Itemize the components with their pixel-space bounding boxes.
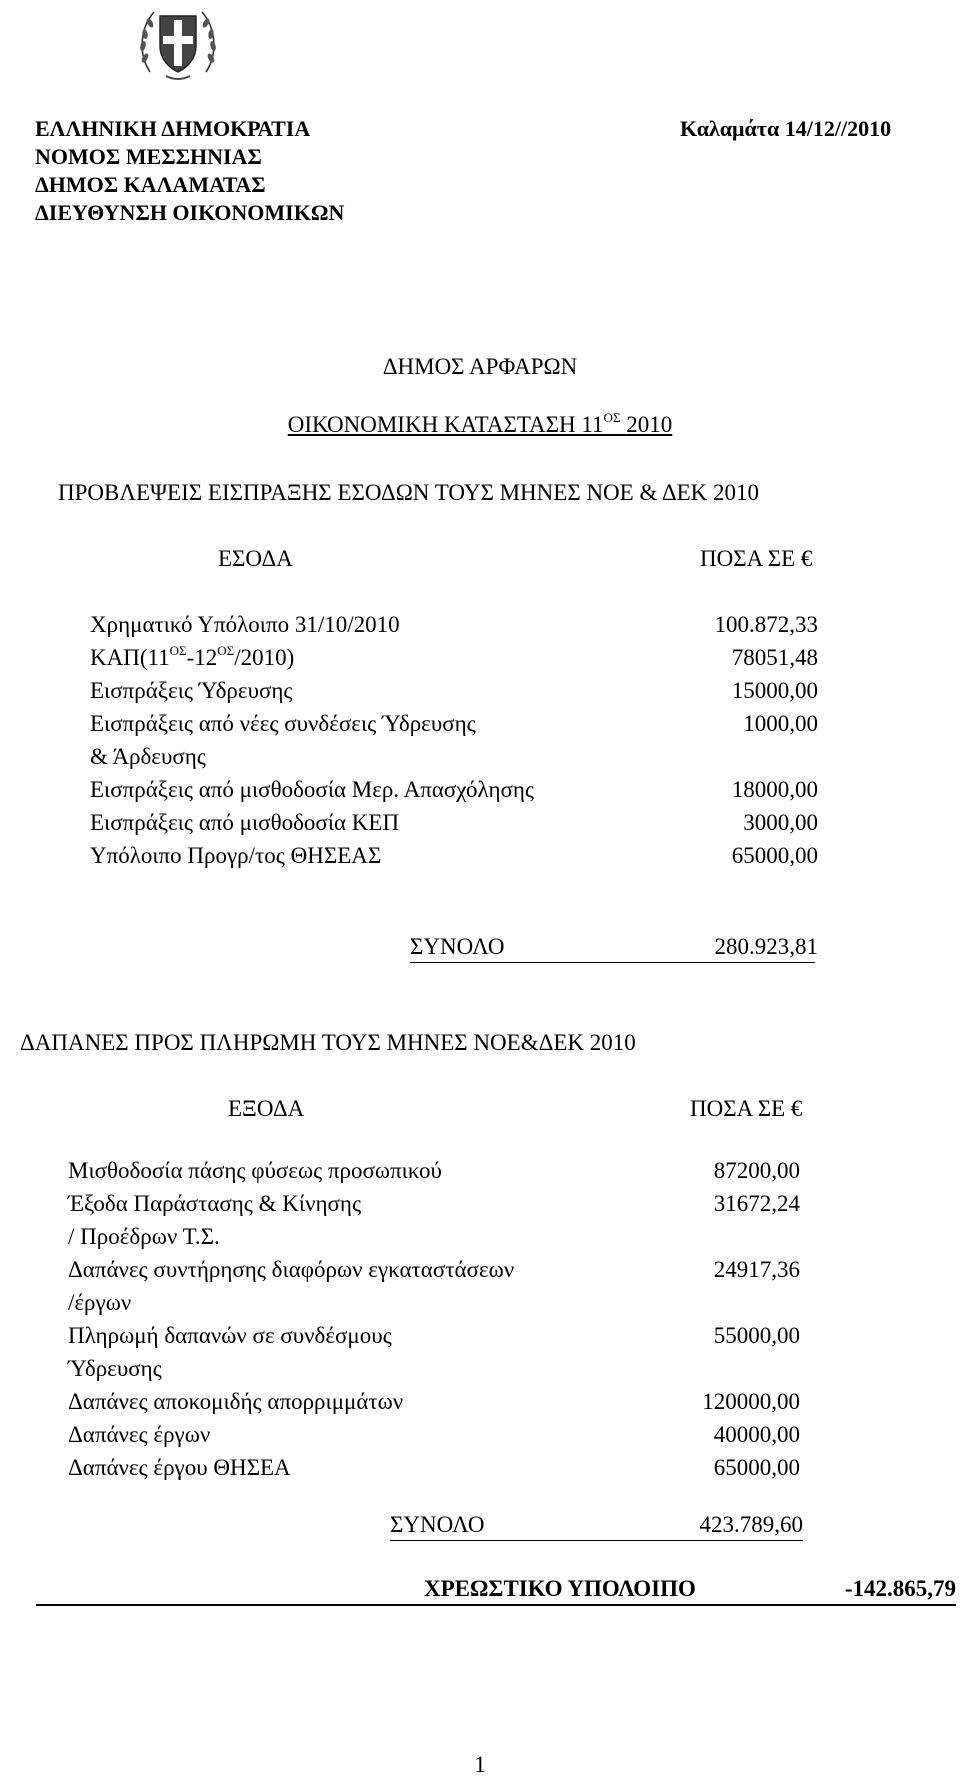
expense-row-label: Έξοδα Παράστασης & Κίνησης: [68, 1191, 362, 1216]
header-country: ΕΛΛΗΝΙΚΗ ΔΗΜΟΚΡΑΤΙΑ: [35, 116, 311, 141]
greek-emblem-icon: [136, 2, 220, 84]
expenses-title: ΔΑΠΑΝΕΣ ΠΡΟΣ ΠΛΗΡΩΜΗ ΤΟΥΣ ΜΗΝΕΣ ΝΟΕ&ΔΕΚ 2010: [20, 1030, 636, 1055]
balance-label: ΧΡΕΩΣΤΙΚΟ ΥΠΟΛΟΙΠΟ: [424, 1576, 696, 1601]
header-prefecture: ΝΟΜΟΣ ΜΕΣΣΗΝΙΑΣ: [35, 144, 262, 169]
page-number: 1: [474, 1752, 486, 1777]
revenue-row-amount: 100.872,33: [714, 612, 818, 637]
revenue-row-label: Χρηματικό Υπόλοιπο 31/10/2010: [90, 612, 400, 637]
expense-row-amount: 120000,00: [702, 1389, 800, 1414]
revenue-row-amount: 15000,00: [731, 678, 818, 703]
balance-underline: [36, 1604, 956, 1606]
revenue-row-amount: 1000,00: [743, 711, 818, 736]
expense-row-amount: 40000,00: [713, 1422, 800, 1447]
expenses-total-underline: [390, 1540, 803, 1541]
revenue-row-amount: 78051,48: [731, 645, 818, 670]
title-revenue-forecast: ΠΡΟΒΛΕΨΕΙΣ ΕΙΣΠΡΑΞΗΣ ΕΣΟΔΩΝ ΤΟΥΣ ΜΗΝΕΣ ΝΟΕ & ΔΕΚ 2010: [58, 480, 760, 505]
title-municipality: ΔΗΜΟΣ ΑΡΦΑΡΩΝ: [382, 354, 578, 379]
revenue-row-label: Εισπράξεις από μισθοδοσία ΚΕΠ: [90, 810, 400, 835]
expense-row-label-continued: / Προέδρων Τ.Σ.: [68, 1224, 220, 1249]
expenses-col-amount: ΠΟΣΑ ΣΕ €: [690, 1096, 803, 1121]
expense-row-label: Δαπάνες έργου ΘΗΣΕΑ: [68, 1455, 291, 1480]
revenue-total-amount: 280.923,81: [714, 934, 818, 959]
expense-row-amount: 87200,00: [713, 1158, 800, 1183]
expense-row-label: Δαπάνες αποκομιδής απορριμμάτων: [68, 1389, 404, 1414]
revenue-total-underline: [410, 962, 815, 963]
revenue-row-label: Υπόλοιπο Προγρ/τος ΘΗΣΕΑΣ: [90, 843, 382, 868]
expenses-total-amount: 423.789,60: [699, 1512, 803, 1537]
expense-row-label: Δαπάνες συντήρησης διαφόρων εγκαταστάσεων: [68, 1257, 515, 1282]
revenue-row-amount: 18000,00: [731, 777, 818, 802]
revenue-row-label-continued: & Άρδευσης: [90, 744, 206, 769]
expenses-total-label: ΣΥΝΟΛΟ: [390, 1512, 485, 1537]
title-financial-statement: ΟΙΚΟΝΟΜΙΚΗ ΚΑΤΑΣΤΑΣΗ $11^{O\Sigma}$ 2010: [287, 410, 673, 437]
expense-row-label-continued: /έργων: [68, 1290, 132, 1315]
revenue-col-label: ΕΣΟΔΑ: [218, 546, 293, 571]
revenue-row-label: Εισπράξεις Ύδρευσης: [90, 678, 293, 703]
expense-row-amount: 55000,00: [713, 1323, 800, 1348]
revenue-col-amount: ΠΟΣΑ ΣΕ €: [700, 546, 813, 571]
revenue-row-label: Εισπράξεις από νέες συνδέσεις Ύδρευσης: [90, 711, 476, 736]
revenue-row-label: $KA\Pi(11^{O\Sigma}-12^{O\Sigma}/2010)$: [90, 643, 295, 670]
expense-row-amount: 65000,00: [713, 1455, 800, 1480]
expense-row-amount: 31672,24: [713, 1191, 800, 1216]
expense-row-label: Πληρωμή δαπανών σε συνδέσμους: [68, 1323, 392, 1348]
revenue-row-amount: 65000,00: [731, 843, 818, 868]
header-municipality: ΔΗΜΟΣ ΚΑΛΑΜΑΤΑΣ: [35, 172, 266, 197]
header-place-date: Καλαμάτα 14/12//2010: [680, 116, 892, 141]
expense-row-label: Μισθοδοσία πάσης φύσεως προσωπικού: [68, 1158, 442, 1183]
expense-row-amount: 24917,36: [713, 1257, 800, 1282]
expenses-col-label: ΕΞΟΔΑ: [228, 1096, 305, 1121]
revenue-row-amount: 3000,00: [743, 810, 818, 835]
header-department: ΔΙΕΥΘΥΝΣΗ ΟΙΚΟΝΟΜΙΚΩΝ: [35, 200, 345, 225]
balance-amount: -142.865,79: [844, 1576, 956, 1601]
revenue-row-label: Εισπράξεις από μισθοδοσία Μερ. Απασχόλησης: [90, 777, 535, 802]
expense-row-label-continued: Ύδρευσης: [68, 1356, 162, 1381]
revenue-total-label: ΣΥΝΟΛΟ: [410, 934, 505, 959]
expense-row-label: Δαπάνες έργων: [68, 1422, 211, 1447]
